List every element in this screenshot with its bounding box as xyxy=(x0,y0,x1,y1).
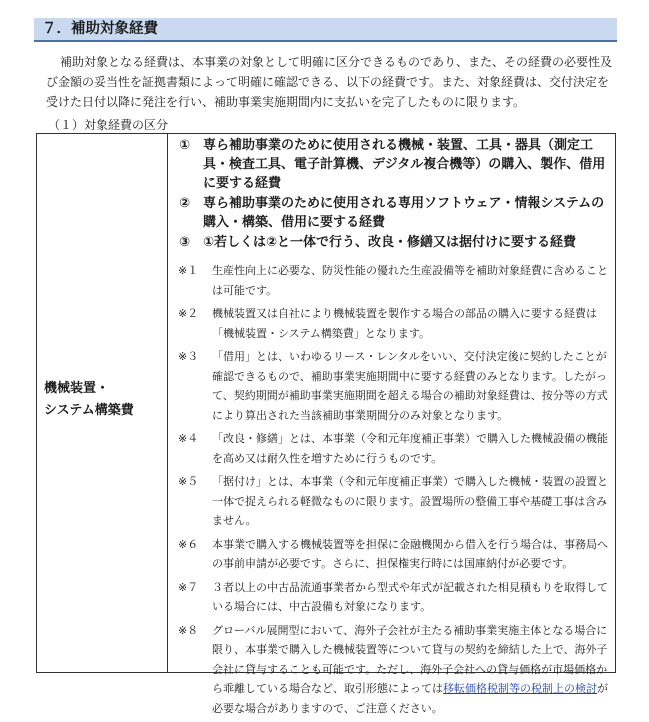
note-mark: ※７ xyxy=(178,580,199,594)
note-item xyxy=(178,429,610,468)
note-text: 「据付け」とは、本事業（令和元年度補正事業）で購入した機械・装置の設置と一体で捉えられる軽微なものに限ります。設置場所の整備工事や基礎工事は含みません。 xyxy=(212,475,608,527)
content-cell xyxy=(168,134,615,715)
transfer-pricing-link[interactable]: 移転価格税制等の税制上の検討 xyxy=(443,682,597,695)
note-text: 生産性向上に必要な、防災性能の優れた生産設備等を補助対象経費に含めることは可能です。 xyxy=(212,264,608,297)
note-text: 「借用」とは、いわゆるリース・レンタルをいい、交付決定後に契約したことが確認できるもので、補助事業実施期間中に要する経費のみとなります。したがって、契約期間が補助事業実施期間を超える場合の補助対象経費は、按分等の方式により算出された当該補助事業期間分のみ対象となります。 xyxy=(212,350,608,422)
category-label: 機械装置・ システム構築費 xyxy=(44,381,134,418)
expense-items xyxy=(179,136,611,253)
item-text: ①若しくは②と一体で行う、改良・修繕又は据付けに要する経費 xyxy=(203,235,577,250)
category-cell xyxy=(37,134,168,672)
note-mark: ※２ xyxy=(178,307,199,320)
expense-item xyxy=(179,233,611,252)
item-number: ② xyxy=(179,196,191,211)
note-item xyxy=(178,261,610,300)
subsection-title: （１）対象経費の区分 xyxy=(48,118,169,132)
note-item xyxy=(178,472,610,531)
expense-table xyxy=(36,133,616,715)
note-mark: ※３ xyxy=(178,350,199,363)
expense-item xyxy=(179,136,611,193)
note-text xyxy=(212,621,610,719)
note-text-after: が必要な場合がありますので、ご注意ください。 xyxy=(212,682,608,715)
note-item xyxy=(178,347,610,425)
note-mark: ※８ xyxy=(178,623,199,637)
notes-list xyxy=(178,261,610,722)
item-text: 専ら補助事業のために使用される機械・装置、工具・器具（測定工具・検査工具、電子計算機、デジタル複合機等）の購入、製作、借用に要する経費 xyxy=(203,138,606,191)
note-item xyxy=(178,535,610,574)
note-text: 「改良・修繕」とは、本事業（令和元年度補正事業）で購入した機械設備の機能を高め又は耐久性を増すために行うものです。 xyxy=(212,432,608,465)
note-mark: ※５ xyxy=(178,475,199,488)
note-mark: ※４ xyxy=(178,432,199,445)
item-text: 専ら補助事業のために使用される専用ソフトウェア・情報システムの購入・構築、借用に要する経費 xyxy=(203,196,605,230)
item-number: ③ xyxy=(179,235,191,250)
note-item xyxy=(178,578,610,617)
note-item xyxy=(178,621,610,719)
section-heading: ７．補助対象経費 xyxy=(34,18,617,42)
intro-text: 補助対象となる経費は、本事業の対象として明確に区分できるものであり、また、その経費の必要性及び金額の妥当性を証拠書類によって明確に確認できる、以下の経費です。また、対象経費は、交付決定を受けた日付以降に発注を行い、補助事業実施期間内に支払いを完了したものに限ります。 xyxy=(46,55,613,109)
note-item xyxy=(178,304,610,343)
item-number: ① xyxy=(179,138,191,153)
note-text: ３者以上の中古品流通事業者から型式や年式が記載された相見積もりを取得している場合には、中古設備も対象になります。 xyxy=(212,580,608,613)
note-mark: ※６ xyxy=(178,537,199,551)
note-text-before: グローバル展開型において、海外子会社が主たる補助事業実施主体となる場合に限り、本事業で購入した機械装置等について貸与の契約を締結した上で、海外子会社に貸与することも可能です。ただし、海外子会社への貸与価格が市場価格から乖離している場合など、取引形態によっては xyxy=(212,623,608,695)
note-mark: ※１ xyxy=(178,264,199,277)
expense-item xyxy=(179,194,611,232)
intro-paragraph xyxy=(46,52,618,112)
note-text: 機械装置又は自社により機械装置を製作する場合の部品の購入に要する経費は「機械装置・システム構築費」となります。 xyxy=(212,307,597,340)
note-text: 本事業で購入する機械装置等を担保に金融機関から借入を行う場合は、事務局への事前申請が必要です。さらに、担保権実行時には国庫納付が必要です。 xyxy=(212,537,608,570)
